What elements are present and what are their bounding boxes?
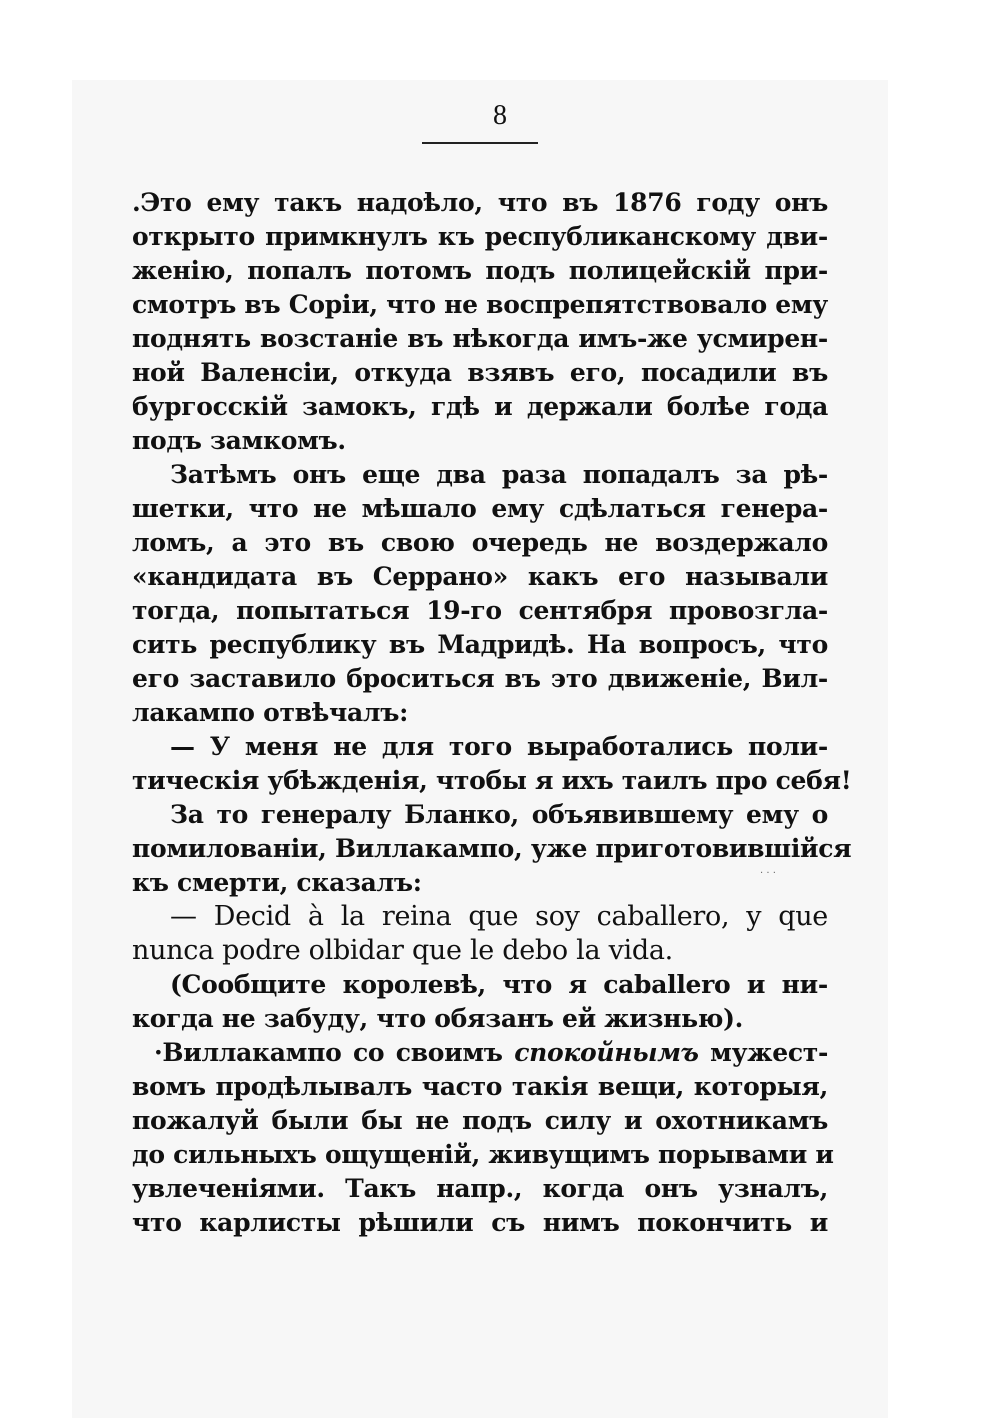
text-line: — Decid à la reina que soy caballero, y que xyxy=(170,901,828,932)
text-line: бургосскій замокъ, гдѣ и держали болѣе года xyxy=(132,392,828,421)
text-line: тическія убѣжденія, чтобы я ихъ таилъ про себя! xyxy=(132,766,852,795)
text-line: открыто примкнулъ къ республиканскому дви- xyxy=(132,222,828,251)
print-speckle: · · · xyxy=(760,868,776,879)
text-line: поднять возстаніе въ нѣкогда имъ-же усмирен- xyxy=(132,324,828,353)
text-line: что карлисты рѣшили съ нимъ покончить и xyxy=(132,1208,828,1237)
page-number: 8 xyxy=(493,100,507,131)
text-line: помилованіи, Виллакампо, уже приготовившійся xyxy=(132,834,852,863)
text-line: .Это ему такъ надоѣло, что въ 1876 году онъ xyxy=(132,188,828,217)
emphasized-word: спокойнымъ xyxy=(514,1038,699,1067)
text-segment: мужест- xyxy=(710,1038,829,1067)
text-line: шетки, что не мѣшало ему сдѣлаться генера- xyxy=(132,494,828,523)
text-line: подъ замкомъ. xyxy=(132,426,346,455)
text-line: Затѣмъ онъ еще два раза попадалъ за рѣ- xyxy=(170,460,828,489)
text-line: увлеченіями. Такъ напр., когда онъ узналъ, xyxy=(132,1174,828,1203)
text-line: тогда, попытаться 19-го сентября провозгла- xyxy=(132,596,828,625)
text-line: его заставило броситься въ это движеніе, Вил- xyxy=(132,664,828,693)
text-line: ной Валенсіи, откуда взявъ его, посадили въ xyxy=(132,358,828,387)
text-line: сить республику въ Мадридѣ. На вопросъ, что xyxy=(132,630,828,659)
text-line: За то генералу Бланко, объявившему ему о xyxy=(170,800,828,829)
text-line: до сильныхъ ощущеній, живущимъ порывами и xyxy=(132,1140,834,1169)
text-line: смотръ въ Соріи, что не воспрепятствовало ему xyxy=(132,290,828,319)
text-line: лакампо отвѣчалъ: xyxy=(132,698,409,727)
text-line: ломъ, а это въ свою очередь не воздержало xyxy=(132,528,828,557)
text-line: (Сообщите королевѣ, что я caballero и ни- xyxy=(170,970,828,999)
text-line: женію, попалъ потомъ подъ полицейскій при- xyxy=(132,256,828,285)
text-line: къ смерти, сказалъ: xyxy=(132,868,422,897)
text-line: вомъ продѣлывалъ часто такія вещи, которыя, xyxy=(132,1072,828,1101)
text-line-with-emphasis xyxy=(154,1036,828,1070)
text-line: «кандидата въ Серрано» какъ его называли xyxy=(132,562,828,591)
text-line: пожалуй были бы не подъ силу и охотникамъ xyxy=(132,1106,828,1135)
text-line: когда не забуду, что обязанъ ей жизнью). xyxy=(132,1004,744,1033)
text-line: — У меня не для того выработались поли- xyxy=(170,732,828,761)
text-line: nunca podre olbidar que le debo la vida. xyxy=(132,935,673,966)
header-rule xyxy=(422,142,538,144)
text-segment: ·Виллакампо со своимъ xyxy=(154,1038,503,1067)
